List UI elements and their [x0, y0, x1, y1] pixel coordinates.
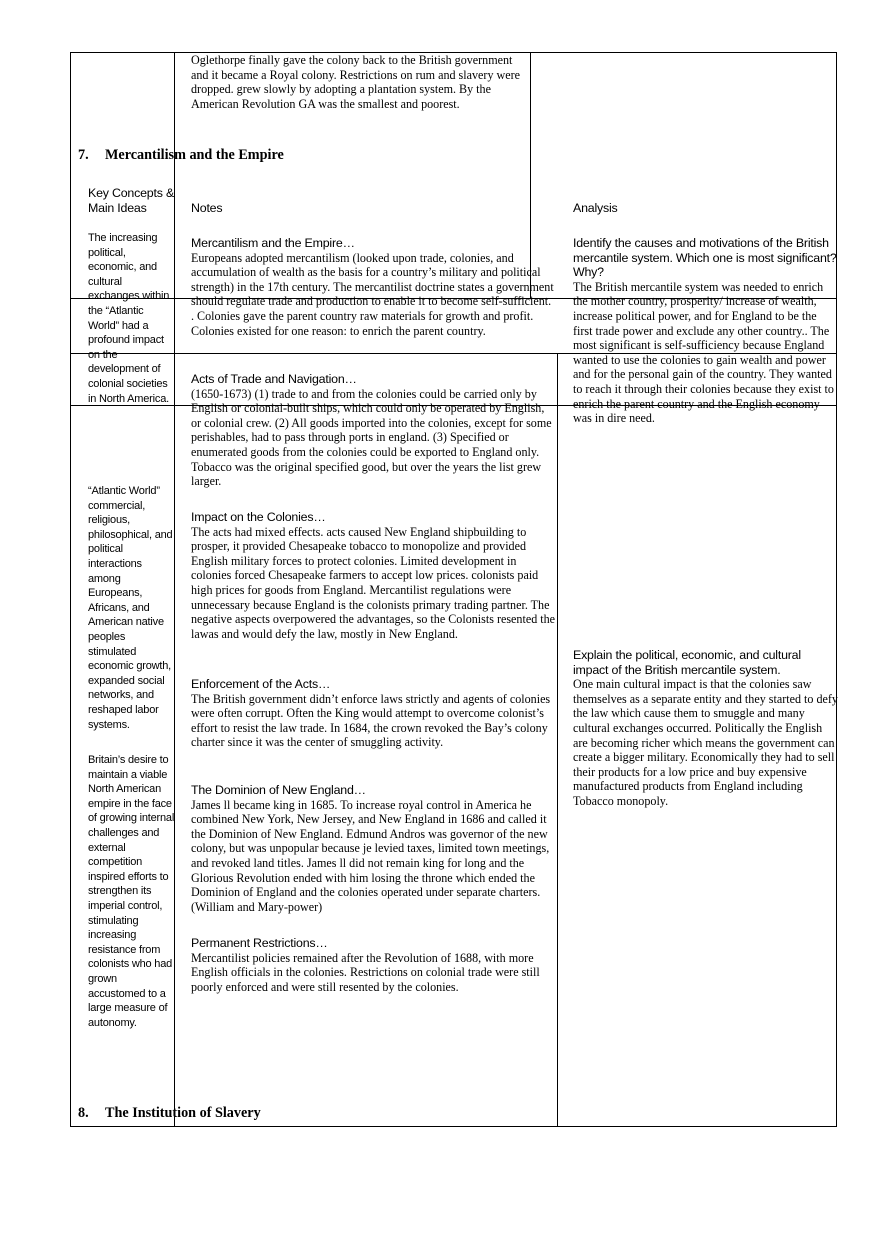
analysis-causes [573, 236, 838, 426]
section-7-title [78, 147, 284, 164]
note-dominion-of-new-england [191, 783, 557, 914]
note-acts-of-trade [191, 372, 557, 489]
note-body: Europeans adopted mercantilism (looked upon trade, colonies, and accumulation of wealth as the basis for a country’s military and political strength) in the 17th century. The mercantilist doctrine states a government should regulate trade and production to enable it to become self-sufficient. . Colonies gave the parent country raw materials for growth and profit. Colonies existed for one reason: to enrich the parent country. [191, 250, 554, 338]
note-heading: Acts of Trade and Navigation… [191, 372, 357, 386]
note-body: James ll became king in 1685. To increase royal control in America he combined New York, New Jersey, and New England in 1686 and called it the Dominion of New England. Edmund Andros was governor of the new colony, but was unpopular because je levied taxes, limited town meetings, and revoked land titles. James ll did not remain king for long and the Glorious Revolution ended with him losing the throne which ended the Dominion of England and the colonies operated under separate charters. (William and Mary-power) [191, 797, 550, 914]
analysis-answer: One main cultural impact is that the colonies saw themselves as a separate entity and they started to defy the law which cause them to smuggle and many cultural exchanges occurred. Politically the English are becoming richer which means the government can create a bigger military. Economically they had to sell their products for a low price and buy expensive manufactured products from England including Tobacco monopoly. [573, 677, 838, 808]
analysis-question: Identify the causes and motivations of the British mercantile system. Which one is most significant? Why? [573, 236, 837, 280]
key-concept-1: The increasing political, economic, and cultural exchanges within the “Atlantic World” had a profound impact on the development of colonial societies in North America. [88, 232, 170, 405]
key-concept-2: “Atlantic World” commercial, religious, philosophical, and political interactions among Europeans, Africans, and American native peoples stimulated economic growth, expanded social networks, and reshaped labor systems. [88, 485, 173, 731]
column-header-analysis: Analysis [573, 201, 618, 215]
section-8-title [78, 1105, 261, 1122]
column-header-key-concepts: Key Concepts & Main Ideas [88, 186, 175, 215]
section-7-heading: Mercantilism and the Empire [105, 147, 284, 163]
analysis-question: Explain the political, economic, and cultural impact of the British mercantile system. [573, 648, 801, 677]
note-body: Mercantilist policies remained after the Revolution of 1688, with more English officials in the colonies. Restrictions on colonial trade were still poorly enforced and were still resented by the colonies. [191, 950, 540, 994]
analysis-impact [573, 648, 838, 809]
analysis-answer: The British mercantile system was needed to enrich the mother country, prosperity/ increase of wealth, increase political power, and for England to be the first trade power and exclude any other country.. The most significant is self-sufficiency because England wanted to use the colonies to gain wealth and power and for the personal gain of the country. They wanted to reach it through their colonies because they exist to enrich the parent country and the English economy was in dire need. [573, 279, 834, 426]
note-permanent-restrictions [191, 936, 557, 994]
note-heading: Impact on the Colonies… [191, 510, 326, 524]
section-8-number: 8. [78, 1105, 89, 1121]
column-header-notes: Notes [191, 201, 223, 215]
note-heading: The Dominion of New England… [191, 783, 366, 797]
continuation-text: Oglethorpe finally gave the colony back to the British government and it became a Royal colony. Restrictions on rum and slavery were dropped. grew slowly by adopting a plantation system. By the American Revolution GA was the smallest and poorest. [191, 53, 521, 111]
note-heading: Permanent Restrictions… [191, 936, 328, 950]
section-7-number: 7. [78, 147, 89, 163]
note-body: (1650-1673) (1) trade to and from the colonies could be carried only by English or colonial-built ships, which could only be operated by English, or colonial crew. (2) All goods imported into the colonies, except for some perishables, had to pass through ports in england. (3) Specified or enumerated goods from the colonies could be exported to England only. Tobacco was the original specified good, but over the years the list grew larger. [191, 386, 552, 489]
table-right-border [836, 52, 837, 1127]
note-heading: Mercantilism and the Empire… [191, 236, 355, 250]
key-concept-3: Britain’s desire to maintain a viable North American empire in the face of growing internal challenges and external competition inspired efforts to strengthen its imperial control, stimulating increasing resistance from colonists who had grown accustomed to a large measure of autonomy. [88, 754, 175, 1029]
table-left-border [70, 52, 71, 1127]
note-body: The acts had mixed effects. acts caused New England shipbuilding to prosper, it provided Chesapeake tobacco to monopolize and provided English military forces to protect colonies. Limited development in colonies forced Chesapeake farmers to accept low prices. colonists paid high prices for goods from England. Mercantilist regulations were unnecessary because England is the colonists primary trading partner. The negative aspects overpowered the advantages, so the Colonists resented the lawas and would defy the law, mostly in New England. [191, 524, 556, 641]
note-heading: Enforcement of the Acts… [191, 677, 331, 691]
note-impact-on-colonies [191, 510, 557, 641]
note-enforcement [191, 677, 557, 750]
table-bottom-border [70, 1126, 837, 1127]
note-body: The British government didn’t enforce laws strictly and agents of colonies were often corrupt. Often the King would attempt to overcome colonist’s effort to resist the law trade. In 1684, the crown revoked the Bay’s colony charter since it was the center of smuggling activity. [191, 691, 551, 750]
note-mercantilism [191, 236, 557, 338]
section-8-heading: The Institution of Slavery [105, 1105, 261, 1121]
column-divider-lower [557, 353, 558, 1127]
